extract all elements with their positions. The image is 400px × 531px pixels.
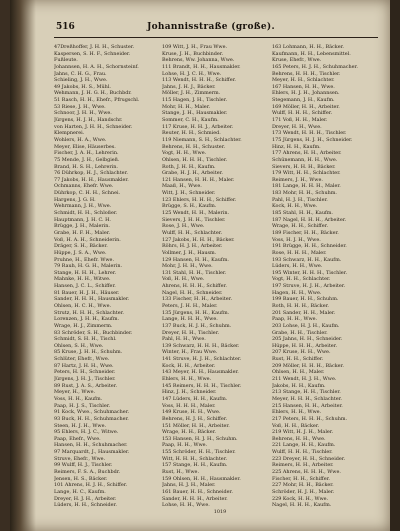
- directory-entry: Brand, H. S. H., Lehrerin.: [54, 163, 118, 170]
- directory-entry: 223 Dreyer, H. H., Schneider.: [272, 455, 346, 462]
- directory-entry: Rose, H. H. H., Maler.: [272, 249, 327, 256]
- directory-entry: Lüders, H. H., Wwe.: [272, 263, 323, 270]
- directory-entry: Voß, H. H., Bäcker.: [272, 422, 320, 429]
- directory-entry: Dräger, S. H., Bäcker.: [54, 243, 108, 250]
- directory-entry: Grabe, H. F. H., Maler.: [54, 229, 111, 236]
- directory-entry: Sievers, H. H. H., Bäcker.: [272, 163, 336, 170]
- directory-entry: 203 Lohse, H. J. H., Kaufm.: [272, 322, 340, 329]
- next-page-edge: [390, 0, 400, 531]
- directory-entry: Ohlsen, H. H., Maler.: [272, 369, 325, 376]
- directory-entry: Schünemann, H. H., Wwe.: [272, 156, 338, 163]
- directory-entry: Möller, J. H., Zimmerm.: [162, 90, 221, 97]
- directory-entry: Jakobs, H. H., Kaufm.: [272, 382, 326, 389]
- directory-entry: Wulff, H. H., Schlachter.: [162, 229, 223, 236]
- directory-entry: Kruse, Ehefr., Wwe.: [272, 57, 322, 64]
- page-number: 516: [56, 22, 75, 32]
- directory-entry: Lohse, H. H., Wwe.: [162, 502, 210, 509]
- directory-entry: 217 Peters, H. H. H., Schuhm.: [272, 415, 348, 422]
- directory-entry: Hüppe, J. S. A., Wwe.: [54, 249, 107, 256]
- directory-entry: 83 Schröder, S. H., Buchbinder.: [54, 329, 133, 336]
- directory-entry: Hansen, H. H., Schuhmacher.: [54, 442, 128, 449]
- directory-entry: 147 Lüders, H. H., Kaufm.: [162, 395, 228, 402]
- directory-entry: Dreyer, H. J. H., Arbeiter.: [54, 495, 117, 502]
- directory-entry: Ohlsen, H. C. H., Wwe.: [54, 302, 112, 309]
- directory-entry: 79 Rauh, H. G. H., Malerin.: [54, 263, 123, 270]
- directory-entry: Meyer, H., Wwe.: [54, 389, 96, 396]
- directory-entry: 205 Jahns, H. H., Schneider.: [272, 336, 343, 343]
- directory-entry: 183 Mohr, H. H., Schuhm.: [272, 190, 337, 197]
- directory-entry: 185 Stahl, H. H., Kaufm.: [272, 210, 333, 217]
- directory-entry: Jürgens, H. J. H., Handschr.: [54, 117, 123, 124]
- directory-entry: Lange, H. C., Kaufm.: [54, 488, 106, 495]
- directory-entry: Meyer, Elise, Häuserbes.: [54, 143, 116, 150]
- directory-entry: Jürgens, J. H. J., Tischler.: [54, 376, 116, 383]
- directory-entry: Reimers, H. H., Arbeiter.: [272, 462, 334, 469]
- directory-entry: Stange, J. H., Hausmakler.: [162, 110, 228, 117]
- directory-entry: Wehmann, J. H. G. H., Buchbdr.: [54, 90, 132, 97]
- directory-entry: 111 Brandt, H. H., Hausmakler.: [162, 63, 241, 70]
- directory-entry: Struve, Ehefr., Wwe.: [54, 455, 106, 462]
- directory-entry: Wohlers, H. A., Wwe.: [54, 136, 107, 143]
- directory-entry: 99 Wulff, H. J., Tischler.: [54, 462, 113, 469]
- directory-entry: 175 Jürgens, H. J. H., Schneider.: [272, 136, 353, 143]
- directory-entry: Vogt, H. H., Schlachter.: [272, 276, 331, 283]
- column-left: [54, 44, 158, 509]
- book-page: [10, 0, 390, 531]
- directory-entry: Sander, H. H. H., Arbeiter.: [162, 495, 228, 502]
- directory-entry: 219 Witt, H. J. H., Maler.: [272, 429, 334, 436]
- directory-entry: 85 Kruse, J. H. H., Schuhm.: [54, 349, 123, 356]
- directory-entry: Hagen, H. H., Wwe.: [272, 289, 322, 296]
- directory-entry: 155 Schröder, H. H., Tischler.: [162, 449, 236, 456]
- directory-entry: Fischer, H. H., Schiffer.: [272, 475, 330, 482]
- directory-entry: Kruse, J. H., Buchbinder.: [162, 50, 224, 57]
- directory-entry: Witt, J. H., Schneider.: [162, 190, 216, 197]
- directory-entry: Dreyer, H. H., Tischler.: [162, 329, 220, 336]
- directory-entry: Stange, H. H. H., Lehrer.: [54, 269, 117, 276]
- directory-entry: 151 Möller, H. H., Arbeiter.: [162, 422, 230, 429]
- directory-entry: 159 Ohlsen, H. H., Hausmakler.: [162, 475, 241, 482]
- directory-entry: Ohlsen, S. H., Wwe.: [54, 342, 104, 349]
- directory-entry: Roth, H. H. H., Bäcker.: [272, 302, 329, 309]
- directory-entry: 51 Rasch, H. H., Ehefr., Pfrugschl.: [54, 97, 140, 104]
- directory-entry: Voss, H. H. H., Maler.: [162, 402, 216, 409]
- directory-entry: Ehlers, H. H., Wwe.: [272, 409, 322, 416]
- directory-entry: Pahl, H. J. H., Tischler.: [272, 196, 328, 203]
- directory-entry: Dreyer, H. H., Wwe.: [272, 123, 322, 130]
- directory-entry: 47Dreßhoffer, J. H. H., Schuster.: [54, 44, 135, 50]
- directory-entry: Jahns, C. H. G., Frau.: [54, 70, 107, 77]
- directory-entry: 113 Wendt, H. H. H., Schiffer.: [162, 77, 236, 84]
- column-middle: [162, 44, 270, 509]
- directory-entry: Klempnerei.: [54, 130, 85, 137]
- directory-entry: 229 Kock, H. H., Wwe.: [272, 495, 329, 502]
- directory-entry: 193 Schwarz, H. H., Kaufm.: [272, 256, 342, 263]
- directory-entry: 133 Fischer, H. H., Arbeiter.: [162, 296, 233, 303]
- directory-entry: Schlüter, Ehefr., Wwe.: [54, 356, 110, 363]
- directory-entry: Wulff, H. H. H., Schiffer.: [272, 110, 333, 117]
- directory-entry: 221 Lange, H. H., Kaufm.: [272, 442, 336, 449]
- directory-entry: Witt, H. H. H., Schlachter.: [162, 455, 228, 462]
- directory-entry: 225 Ahrens, H. H. H., Wwe.: [272, 469, 341, 475]
- directory-entry: 115 Hagen, J. H., Tischler.: [162, 97, 228, 104]
- directory-entry: Kaufmann, H. H., Lebensmittel.: [272, 50, 351, 57]
- directory-entry: Ohlsen, H. H. H., Tischler.: [162, 156, 228, 163]
- directory-entry: Schnoor, J. H. H., Wwe.: [54, 110, 112, 117]
- directory-entry: Behrens, Ww. Johanna, Wwe.: [162, 57, 235, 64]
- directory-entry: Lüders, H. H., Schneider.: [54, 502, 117, 509]
- directory-entry: 209 Möller, H. H. H., Bäcker.: [272, 362, 344, 369]
- directory-entry: Lohse, H. J. C. H., Wwe.: [162, 70, 222, 77]
- directory-entry: 139 Schwarz, H. H. H., Bäcker.: [162, 342, 240, 349]
- directory-entry: Hargens, J. G. H.: [54, 196, 96, 203]
- directory-entry: 177 Ahrens, H. H., Arbeiter.: [272, 150, 342, 157]
- directory-entry: Voß, H. H., Wwe.: [162, 276, 205, 283]
- directory-entry: Hinz, J. H., Schneider.: [162, 389, 217, 396]
- directory-entry: 207 Kruse, H. H., Wwe.: [272, 349, 331, 356]
- directory-entry: Meyer, H. H., Schlachter.: [272, 77, 335, 84]
- directory-entry: Hüppe, H. H. H., Arbeiter.: [272, 342, 338, 349]
- directory-entry: Lange, H. H. H., Wwe.: [162, 316, 218, 323]
- directory-entry: 141 Struve, H. J. H., Schlachter.: [162, 356, 242, 363]
- directory-entry: 145 Reimers, H. H. H., Tischler.: [162, 382, 242, 389]
- directory-entry: Paap, Ehefr., Wwe.: [54, 435, 101, 442]
- directory-entry: Johannsen, H. A. H., Schornsteinf.: [54, 63, 139, 70]
- directory-entry: Paap, H. H., Wwe.: [162, 442, 208, 449]
- directory-entry: Rust, H. H., Schiffer.: [272, 356, 324, 363]
- directory-entry: 81 Bauer, H. J. H., Häuser.: [54, 289, 120, 296]
- directory-entry: Vollmer, J. H., Hausm.: [162, 249, 217, 256]
- directory-entry: 89 Rust, J. A. S., Arbeiter.: [54, 382, 118, 389]
- directory-entry: 191 Brügge, H. H., Schneider.: [272, 243, 347, 250]
- directory-entry: 149 Kruse, H. H., Wwe.: [162, 409, 221, 416]
- directory-entry: 101 Ahrens, H. J. H., Schiffer.: [54, 482, 128, 489]
- directory-entry: 87 Hartz, J. H. H., Wwe.: [54, 362, 114, 369]
- directory-entry: 199 Bauer, H. H., Schuhm.: [272, 296, 339, 303]
- directory-entry: Reimers, F. S. A., Buchbdr.: [54, 469, 121, 475]
- directory-entry: 171 Voß, H. H., Maler.: [272, 117, 328, 124]
- book-binding-shadow: [10, 0, 36, 531]
- directory-entry: Grabe, H. J. H., Arbeiter.: [162, 170, 223, 177]
- header-rule: [54, 37, 378, 38]
- directory-entry: 189 Fischer, H. H., Bäcker.: [272, 229, 339, 236]
- directory-entry: Ehlers, H. J. H., Johannsen.: [272, 90, 340, 97]
- directory-entry: Brügge, J. H., Malerin.: [54, 223, 110, 230]
- directory-entry: Behrens, H. H. H., Tischler.: [272, 70, 341, 77]
- directory-entry: 137 Buck, H. J. H., Schuhm.: [162, 322, 232, 329]
- directory-entry: 119 Niemann, S. H., Schlachter.: [162, 136, 242, 143]
- directory-entry: 167 Hansen, H. H., Wwe.: [272, 83, 335, 90]
- directory-entry: Hansen, J. C. L., Schiffer.: [54, 283, 116, 290]
- page-header: [42, 22, 380, 36]
- directory-entry: Sander, H. H. H., Hausmakler.: [54, 296, 130, 303]
- directory-entry: 187 Nagel, H. H. H., Arbeiter.: [272, 216, 347, 223]
- directory-entry: Winter, H., Frau Wwe.: [162, 349, 218, 356]
- directory-entry: 227 Mohr, H. H., Bäcker.: [272, 482, 334, 489]
- directory-entry: 197 Struve, H. J. H., Arbeiter.: [272, 283, 346, 290]
- directory-entry: 201 Sander, H. H., Maler.: [272, 309, 336, 316]
- directory-entry: Steen, H. J. H., Wwe.: [54, 422, 107, 429]
- directory-entry: 165 Peters, H. J. H., Schuhmacher.: [272, 63, 358, 70]
- directory-entry: Voss, H. H., Kaufm.: [54, 395, 103, 402]
- directory-entry: Ahrens, H. H. H., Schiffer.: [162, 283, 227, 290]
- directory-entry: Schmidt, S. H. H., Tischl.: [54, 336, 117, 343]
- directory-entry: 109 Witt, J. H., Frau Wwe.: [162, 44, 228, 50]
- directory-entry: Kaspersen, S. H. F., Schneider.: [54, 50, 131, 57]
- directory-entry: Schieling, J. H., Wwe.: [54, 77, 108, 84]
- directory-entry: 215 Hansen, H. H., Arbeiter.: [272, 402, 343, 409]
- directory-entry: Kock, H. H., Wwe.: [272, 203, 318, 210]
- directory-entry: 53 Riese, J. H., Wwe.: [54, 103, 106, 110]
- directory-entry: 211 Wendt, H. J. H., Wwe.: [272, 376, 337, 383]
- directory-entry: Roth, J. H. H., Kaufm.: [162, 163, 216, 170]
- directory-entry: 143 Meyer, H. H., Hausmakler.: [162, 369, 239, 376]
- page-title: Johannisstraße (große).: [147, 22, 275, 32]
- directory-entry: Vogt, H. H., Wwe.: [162, 150, 207, 157]
- directory-entry: Schmidt, H. H., Schloßer.: [54, 210, 118, 217]
- directory-entry: von Harten, J. H. H., Schneider.: [54, 123, 133, 130]
- directory-entry: 131 Stahl, H. H., Tischler.: [162, 269, 227, 276]
- directory-entry: 77 Jakobs, H. H., Hausmakler.: [54, 176, 129, 183]
- directory-entry: Wrage, H. J., Zimmerm.: [54, 322, 113, 329]
- directory-entry: Schröder, H. J. H., Maler.: [272, 488, 335, 495]
- directory-entry: Brügge, S. H., Kaufm.: [162, 203, 217, 210]
- directory-entry: 95 Ehlers, H. J. C., Witwe.: [54, 429, 119, 436]
- directory-entry: 125 Wendt, H. H., Malerin.: [162, 210, 230, 217]
- directory-entry: Maaß, H., Wwe.: [162, 183, 202, 190]
- directory-entry: Mohr, J. H. H., Wwe.: [162, 263, 213, 270]
- directory-entry: 153 Hansen, H. J. H., Schuhm.: [162, 435, 238, 442]
- directory-entry: Ochmanns, Ehefr. Wwe.: [54, 183, 114, 190]
- directory-entry: 76 Dührkop, H. J., Schlachter.: [54, 170, 128, 177]
- directory-entry: 157 Stange, H. H., Kaufm.: [162, 462, 228, 469]
- directory-entry: 97 Marquardt, J., Hausmakler.: [54, 449, 130, 456]
- directory-entry: 93 Buck, H. H., Schuhmacher.: [54, 415, 129, 422]
- directory-entry: 127 Jakobs, H. H. H., Bäcker.: [162, 236, 235, 243]
- directory-entry: Voß, H. A. H., Schneiderin.: [54, 236, 121, 243]
- directory-entry: Hauptmann, J. H. C. H.: [54, 216, 111, 223]
- directory-entry: Peters, H. H., Schneider.: [54, 369, 116, 376]
- directory-entry: 213 Stange, H. H., Tischler.: [272, 389, 341, 396]
- directory-entry: Behrens, H. J. H., Schiffer.: [162, 415, 228, 422]
- directory-entry: 179 Witt, H. H., Schlachter.: [272, 170, 341, 177]
- directory-entry: Jensen, H. S., Bäcker.: [54, 475, 108, 482]
- directory-entry: 49 Jakobs, H. S., Mühl.: [54, 83, 111, 90]
- directory-entry: 91 Kock, Wwe., Schuhmacher.: [54, 409, 130, 416]
- directory-entry: Wrage, H. H., Schiffer.: [272, 223, 329, 230]
- directory-entry: Hinz, H. H., Kaufm.: [272, 143, 321, 150]
- directory-entry: Rust, H., Wwe.: [162, 469, 200, 475]
- directory-entry: 121 Hansen, H. H. H., Maler.: [162, 176, 235, 183]
- directory-entry: 181 Lange, H. H. H., Maler.: [272, 183, 341, 190]
- directory-entry: Stegemann, J. H., Kaufm.: [272, 97, 335, 104]
- directory-entry: 135 Jürgens, H. H., Kaufm.: [162, 309, 230, 316]
- directory-entry: Lorenzen, J. H. H., Kaufm.: [54, 316, 120, 323]
- directory-entry: Meyer, H. H. H., Schlachter.: [272, 395, 342, 402]
- directory-entry: 163 Lohmann, H. H., Bäcker.: [272, 44, 344, 50]
- directory-entry: Behrens, H. H., Schuster.: [162, 143, 226, 150]
- directory-entry: Voss, H. J. H., Wwe.: [272, 236, 321, 243]
- directory-entry: Jahns, J. H. J., Bäcker.: [162, 83, 216, 90]
- column-right: [272, 44, 380, 509]
- directory-entry: Paap, H. H., Wwe.: [272, 316, 318, 323]
- directory-entry: Wrage, H. H., Bäcker.: [162, 429, 216, 436]
- directory-entry: Dührkop, C. H. H., Schnei.: [54, 190, 121, 197]
- directory-entry: Mohr, H. H., Maler.: [162, 103, 211, 110]
- directory-entry: Wulff, H. H. H., Tischler.: [272, 449, 333, 456]
- directory-entry: Sommer, C. H., Kaufm.: [162, 117, 219, 124]
- directory-entry: Pahl, H. H., Wwe.: [162, 336, 206, 343]
- directory-entry: 173 Wendt, H. H. H., Tischler.: [272, 130, 347, 137]
- directory-entry: Grabe, H. H., Tischler.: [272, 329, 328, 336]
- directory-entry: Kock, H. H., Arbeiter.: [162, 362, 216, 369]
- directory-entry: Strutz, H. H. H., Schlachter.: [54, 309, 124, 316]
- directory-entry: Reimers, J. H., Wwe.: [272, 176, 323, 183]
- directory-entry: Pruhne, H., Ehefr. Wwe.: [54, 256, 115, 263]
- directory-entry: Rose, J. H., Wwe.: [162, 223, 205, 230]
- directory-entry: Sievers, J. H. H., Tischler.: [162, 216, 226, 223]
- directory-entry: Fußleute.: [54, 57, 78, 64]
- directory-entry: 169 Möller, H. H., Arbeiter.: [272, 103, 340, 110]
- directory-entry: Paap, H. J. S., Tischler.: [54, 402, 111, 409]
- directory-entry: 129 Hansen, H. H., Kaufm.: [162, 256, 229, 263]
- directory-entry: Behrens, H. H., Wwe.: [272, 435, 326, 442]
- directory-entry: Fischer, J. A. H., Lehrerin.: [54, 150, 119, 157]
- directory-entry: Jahns, H. J. H., Maler.: [162, 482, 216, 489]
- directory-entry: Reuter, H. H., Schmied.: [162, 130, 221, 137]
- directory-entry: Nagel, H. H., Schneider.: [162, 289, 223, 296]
- directory-entry: 195 Winter, H. H. H., Tischler.: [272, 269, 348, 276]
- directory-entry: Wehrmann, J. H., Wwe.: [54, 203, 112, 210]
- directory-entry: Röhrs, H. J. H., Arbeiter.: [162, 243, 223, 250]
- directory-entry: Mahnke, H. H., Witwe.: [54, 276, 111, 283]
- directory-entry: 75 Mende, J. H., Gelbgieß.: [54, 156, 120, 163]
- directory-entry: 123 Ehlers, H. H. H., Schiffer.: [162, 196, 237, 203]
- directory-entry: 161 Bauer, H. H., Schneider.: [162, 488, 233, 495]
- directory-entry: 117 Kruse, H. H. J., Arbeiter.: [162, 123, 234, 130]
- page-footer: 1019: [213, 509, 227, 515]
- directory-entry: Peters, J. H. H., Maler.: [162, 302, 218, 309]
- directory-entry: Ehlers, H. H., Wwe.: [162, 376, 212, 383]
- directory-entry: Nagel, H. H. H., Kaufm.: [272, 502, 332, 509]
